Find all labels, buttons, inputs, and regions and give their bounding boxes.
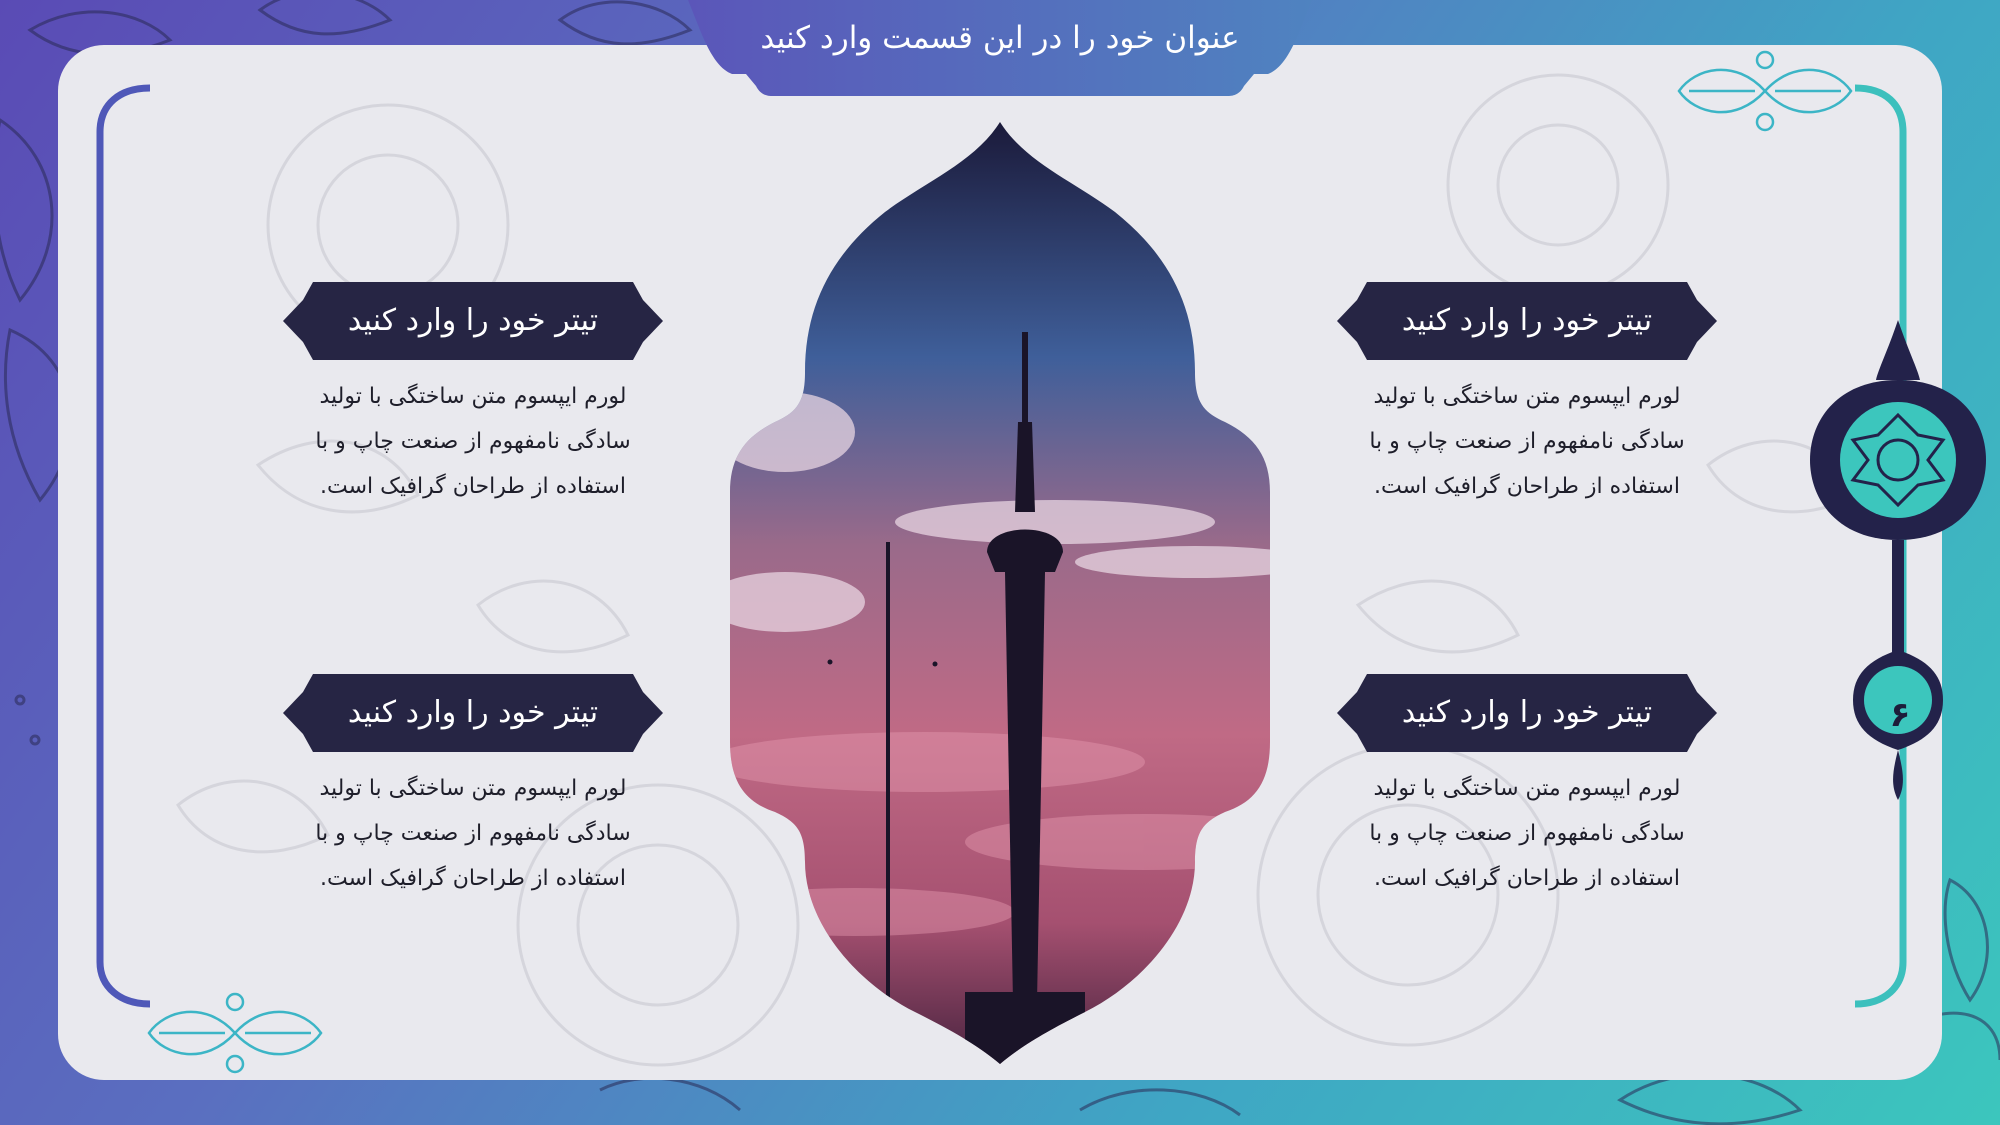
- left-frame-line: [90, 82, 160, 1012]
- section-body-text: لورم ایپسوم متن ساختگی با تولید سادگی نامفهوم از صنعت چاپ و با استفاده از طراحان گرافیک است.: [315, 776, 631, 891]
- section-heading-pill: [1337, 282, 1717, 360]
- bottom-left-ornament-icon: [145, 990, 325, 1076]
- slide-title: عنوان خود را در این قسمت وارد کنید: [760, 20, 1240, 56]
- section-heading: تیتر خود را وارد کنید: [347, 303, 599, 338]
- section-body-text: لورم ایپسوم متن ساختگی با تولید سادگی نامفهوم از صنعت چاپ و با استفاده از طراحان گرافیک است.: [1369, 776, 1685, 891]
- section-heading: تیتر خود را وارد کنید: [1401, 303, 1653, 338]
- top-right-ornament-icon: [1675, 48, 1855, 134]
- milad-tower-photo: [725, 122, 1275, 1064]
- section-heading: تیتر خود را وارد کنید: [347, 695, 599, 730]
- section-body-text: لورم ایپسوم متن ساختگی با تولید سادگی نامفهوم از صنعت چاپ و با استفاده از طراحان گرافیک است.: [1369, 384, 1685, 499]
- page-number: ۶: [1889, 695, 1911, 735]
- section-heading: تیتر خود را وارد کنید: [1401, 695, 1653, 730]
- section-heading-pill: [283, 674, 663, 752]
- section-heading-pill: [283, 282, 663, 360]
- section-body-text: لورم ایپسوم متن ساختگی با تولید سادگی نامفهوم از صنعت چاپ و با استفاده از طراحان گرافیک است.: [315, 384, 631, 499]
- section-heading-pill: [1337, 674, 1717, 752]
